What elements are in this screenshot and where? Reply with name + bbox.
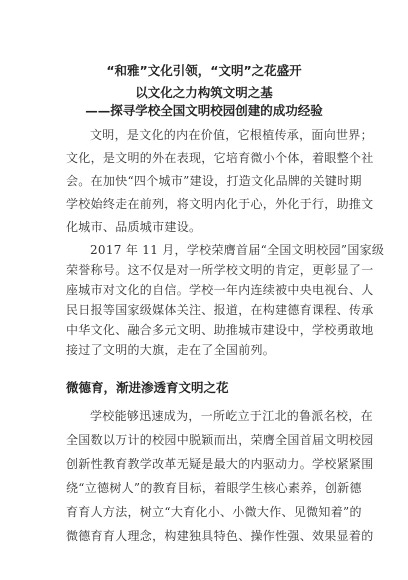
section-heading: 微德育，渐进渗透育文明之花 <box>66 380 229 395</box>
paragraph-1-line-1: 文明，是文化的内在价值，它根植传承，面向世界； <box>90 128 373 142</box>
paragraph-1-line-5: 化城市、品质城市建设。 <box>66 220 202 234</box>
section-paragraph-line-5: 育育人方法，树立“大育化小、小微大作、见微知着”的 <box>66 505 362 519</box>
section-paragraph-line-3: 创新性教育教学改革无疑是最大的内驱动力。学校紧紧围 <box>66 457 374 471</box>
paragraph-1-line-4: 学校始终走在前列，将文明内化于心，外化于行，助推文 <box>66 197 374 211</box>
document-title: “和雅”文化引领，“文明”之花盛开 <box>106 63 302 78</box>
paragraph-1-line-3: 会。在加快“四个城市”建设，打造文化品牌的关键时期 <box>66 174 362 188</box>
paragraph-2-line-1: 2017 年 11 月，学校荣膺首届“全国文明校园”国家级 <box>90 243 385 257</box>
section-paragraph-line-4: 绕“立德树人”的教育目标，着眼学生核心素养，创新德 <box>66 481 362 495</box>
paragraph-2-line-6: 接过了文明的大旗，走在了全国前列。 <box>66 343 276 357</box>
document-subtitle: 以文化之力构筑文明之基 <box>135 85 273 100</box>
section-paragraph-line-6: 微德育育人理念，构建独具特色、操作性强、效果显着的 <box>66 529 374 543</box>
section-paragraph-line-2: 全国数以万计的校园中脱颖而出，荣膺全国首届文明校园 <box>66 433 374 447</box>
section-paragraph-line-1: 学校能够迅速成为，一所屹立于江北的鲁派名校，在 <box>90 409 373 423</box>
paragraph-2-line-4: 民日报等国家级媒体关注、报道，在构建德育课程、传承 <box>66 303 374 317</box>
paragraph-2-line-3: 座城市对文化的自信。学校一年内连续被中央电视台、人 <box>66 283 374 297</box>
document-subtitle-secondary: ——探寻学校全国文明校园创建的成功经验 <box>85 103 323 118</box>
paragraph-1-line-2: 文化，是文明的外在表现，它培育微小个体，着眼整个社 <box>66 151 374 165</box>
paragraph-2-line-5: 中华文化、融合多元文明、助推城市建设中，学校勇敢地 <box>66 323 374 337</box>
paragraph-2-line-2: 荣誉称号。这不仅是对一所学校文明的肯定，更彰显了一 <box>66 263 374 277</box>
